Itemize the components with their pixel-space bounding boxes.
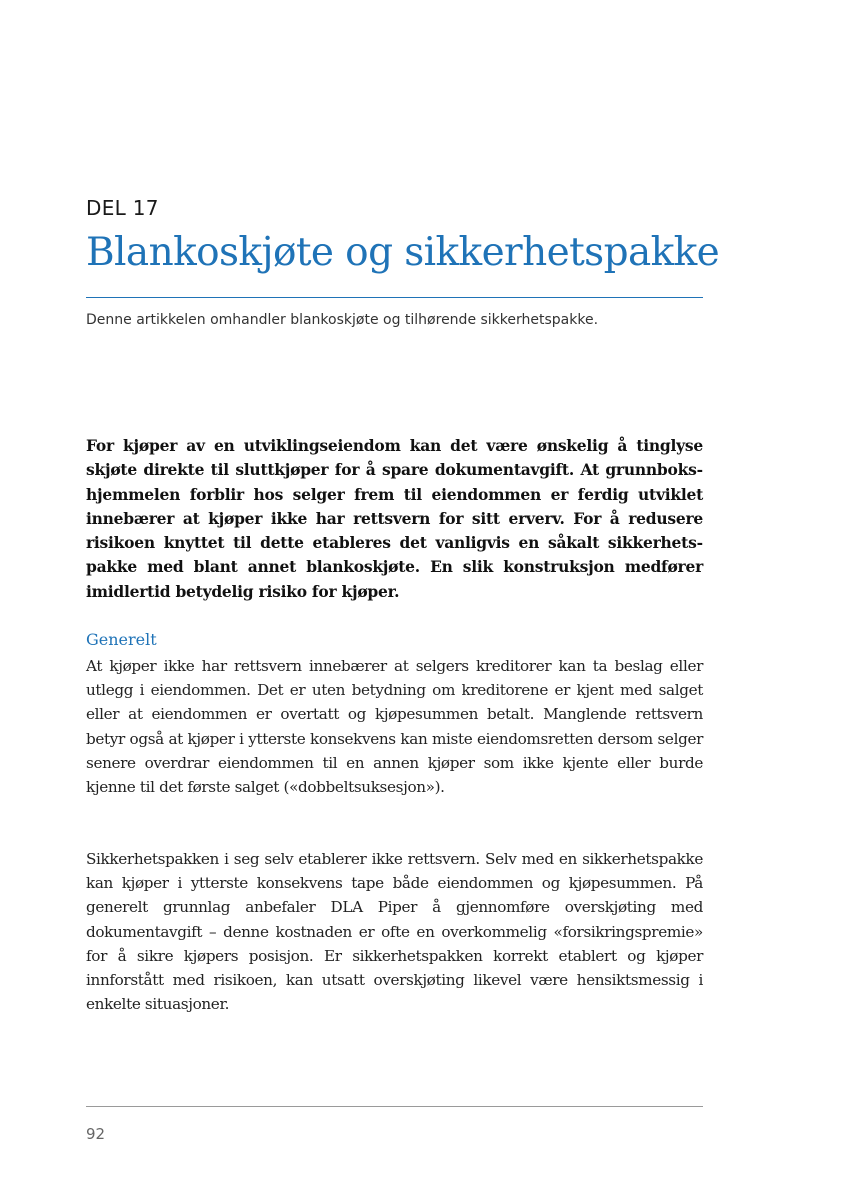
- page-title: Blankoskjøte og sikkerhetspakke: [86, 230, 720, 275]
- title-divider: [86, 297, 703, 298]
- page-number: 92: [86, 1125, 106, 1143]
- ingress-paragraph: For kjøper av en utviklingseiendom kan det være ønskelig å tinglyse skjøte direkte til sluttkjøper for å spare dokumentavgift. At grunnbokshjemmelen forblir hos selger frem til eiendommen er ferdig utviklet innebærer at kjøper ikke har rettsvern for sitt erverv. For å redusere risikoen knyttet til dette etableres det vanligvis en såkalt sikkerhetspakke med blant annet blankoskjøte. En slik konstruksjon medfører imidlertid betydelig risiko for kjøper.: [86, 436, 703, 601]
- body-paragraph-2: Sikkerhetspakken i seg selv etablerer ikke rettsvern. Selv med en sikkerhetspakke kan kjøper i ytterste konsekvens tape både eiendommen og kjøpesummen. På generelt grunnlag anbefaler DLA Piper å gjennomføre overskjøting med dokumentavgift – denne kostnaden er ofte en overkommelig «forsikringspremie» for å sikre kjøpers posisjon. Er sikkerhetspakken korrekt etablert og kjøper innforstått med risikoen, kan utsatt overskjøting likevel være hensiktsmessig i enkelte situasjoner.: [86, 850, 703, 1014]
- section-label: DEL 17: [86, 196, 159, 220]
- section-heading-generelt: Generelt: [86, 630, 157, 649]
- body-paragraph-1: At kjøper ikke har rettsvern innebærer at selgers kreditorer kan ta beslag eller utlegg i eiendommen. Det er uten betydning om kreditorene er kjent med salget eller at eiendommen er overtatt og kjøpesummen betalt. Manglende rettsvern betyr også at kjøper i ytterste konsekvens kan miste eiendomsretten dersom selger senere overdrar eiendommen til en annen kjøper som ikke kjente eller burde kjenne til det første salget («dobbeltsuksesjon»).: [86, 657, 703, 797]
- page-subtitle: Denne artikkelen omhandler blankoskjøte og tilhørende sikkerhetspakke.: [86, 312, 599, 328]
- footer-divider: [86, 1106, 703, 1107]
